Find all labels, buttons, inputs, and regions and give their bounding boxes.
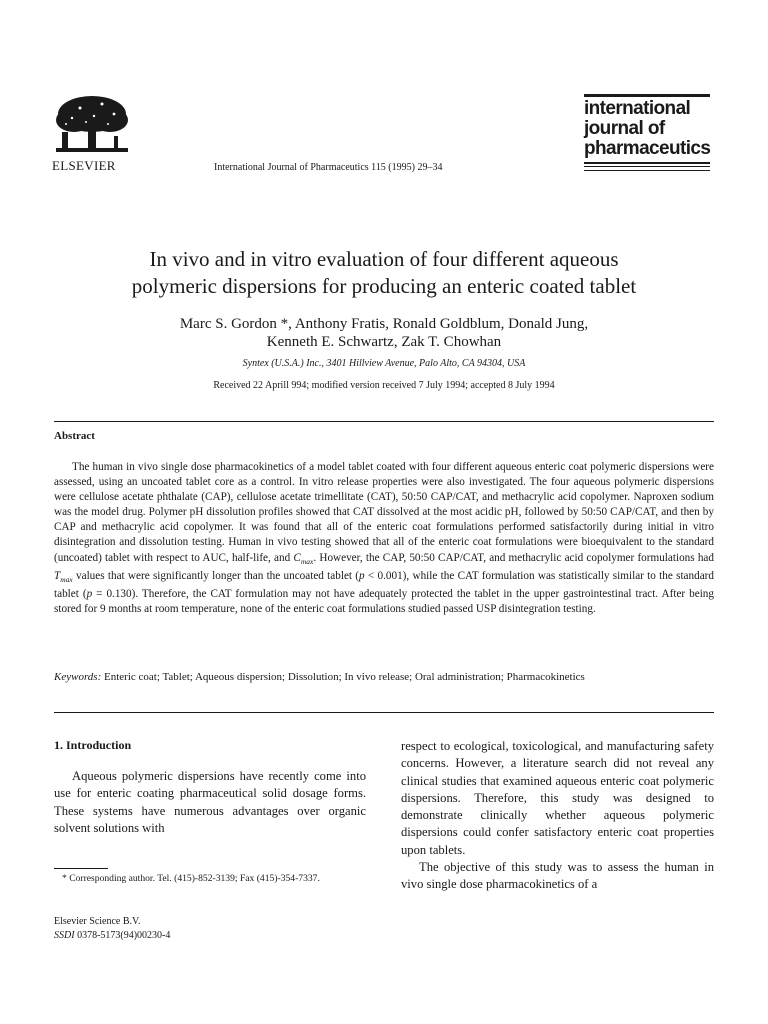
p-value-symbol: p: [86, 588, 93, 601]
intro-column-right: [401, 738, 714, 894]
journal-title-line: pharmaceutics: [584, 138, 711, 159]
ssdi-line: [54, 929, 170, 943]
intro-paragraph-right: respect to ecological, toxicological, and manufacturing safety concerns. However, a literature search did not reveal any clinical studies that examined aqueous enteric coat polymeric dispersions. Therefore, this study was designed to demonstrate clinically whether aqueous polymeric dispersions could confer satisfactory enteric coat properties upon tablets.: [401, 739, 714, 857]
cmax-letter: C: [293, 551, 301, 564]
abstract-text-part: = 0.130). Therefore, the CAT formulation may not have adequately protected the tablet in the upper gastrointestinal tract. After being stored for 9 months at room temperature, none of the enteric coat formulations studied passed USP disintegration testing.: [54, 588, 714, 616]
abstract-text-part: . However, the CAP, 50:50 CAP/CAT, and methacrylic acid copolymer formulations had: [313, 551, 714, 564]
publisher-line: Elsevier Science B.V.: [54, 916, 141, 927]
journal-masthead: [584, 94, 710, 171]
article-title: [40, 246, 728, 300]
keywords: [54, 670, 714, 685]
section-heading-introduction: 1. Introduction: [54, 738, 132, 752]
masthead-rule: [584, 166, 710, 167]
masthead-rule: [584, 162, 710, 164]
keywords-label: Keywords:: [54, 671, 102, 683]
journal-title-line: international: [584, 98, 691, 119]
author-line: Marc S. Gordon *, Anthony Fratis, Ronald Goldblum, Donald Jung,: [179, 316, 589, 332]
intro-paragraph-left: Aqueous polymeric dispersions have recently come into use for enteric coating pharmaceutical solid dosage forms. These systems have numerous advantages over organic solvent solutions with: [54, 769, 366, 835]
abstract-text: [54, 460, 714, 617]
tmax-letter: T: [54, 569, 61, 582]
intro-paragraph-right: The objective of this study was to assess the human in vivo single dose pharmacokinetics of a: [401, 860, 714, 892]
affiliation: Syntex (U.S.A.) Inc., 3401 Hillview Avenue, Palo Alto, CA 94304, USA: [242, 358, 526, 369]
abstract-text-part: values that were significantly longer than the uncoated tablet (: [72, 569, 360, 582]
cmax-subscript: max: [300, 556, 314, 566]
article-title-line: polymeric dispersions for producing an enteric coated tablet: [131, 274, 637, 298]
abstract-text-part: < 0.001), while the CAT formulation was statistically similar to the standard tablet (: [54, 569, 714, 601]
received-dates: Received 22 Aprill 994; modified version received 7 July 1994; accepted 8 July 1994: [213, 380, 555, 391]
corresponding-author-footnote: * Corresponding author. Tel. (415)-852-3139; Fax (415)-354-7337.: [62, 873, 320, 884]
elsevier-tree-logo: [50, 92, 134, 156]
journal-title-line: journal of: [584, 118, 665, 139]
cmax-symbol: [293, 552, 313, 564]
journal-citation: International Journal of Pharmaceutics 115 (1995) 29–34: [214, 162, 443, 173]
article-title-line: In vivo and in vitro evaluation of four different aqueous: [149, 247, 619, 271]
tmax-subscript: max: [60, 575, 73, 585]
journal-title: [584, 99, 710, 159]
tmax-symbol: [54, 569, 73, 585]
p-value-symbol: p: [359, 569, 365, 582]
abstract-text-part: The human in vivo single dose pharmacokinetics of a model tablet coated with four different aqueous enteric coat polymeric dispersions were assessed, using an uncoated tablet core as a control. In vitro release properties were also investigated. The four aqueous polymeric dispersions were cellulose acetate phthalate (CAP), cellulose acetate trimellitate (CAT), 50:50 CAP/CAT, and methacrylic acid copolymer. Naproxen sodium was the model drug. Polymer pH dissolution profiles showed that CAT dissolved at the most acidic pH, followed by 50:50 CAP/CAT, and then by CAP and methacrylic acid copolymer. It was found that all of the enteric coat formulations performed satisfactorily during initial in vitro disintegration and dissolution testing. Human in vivo testing showed that all of the enteric coat formulations were bioequivalent to the standard (uncoated) tablet with respect to AUC, half-life, and: [54, 461, 714, 564]
masthead-rule: [584, 94, 710, 97]
ssdi-label: SSDI: [54, 930, 75, 941]
abstract-heading: Abstract: [54, 430, 95, 442]
abstract-bottom-rule: [54, 712, 714, 713]
abstract-top-rule: [54, 421, 714, 422]
author-list: [60, 315, 708, 351]
publisher-footer: [54, 915, 170, 943]
author-line: Kenneth E. Schwartz, Zak T. Chowhan: [266, 334, 502, 350]
footnote-rule: [54, 868, 108, 869]
keywords-list: Enteric coat; Tablet; Aqueous dispersion; Dissolution; In vivo release; Oral administration; Pharmacokinetics: [101, 671, 585, 683]
masthead-rule: [584, 170, 710, 171]
publisher-name: ELSEVIER: [52, 158, 116, 173]
ssdi-value: 0378-5173(94)00230-4: [74, 930, 171, 941]
